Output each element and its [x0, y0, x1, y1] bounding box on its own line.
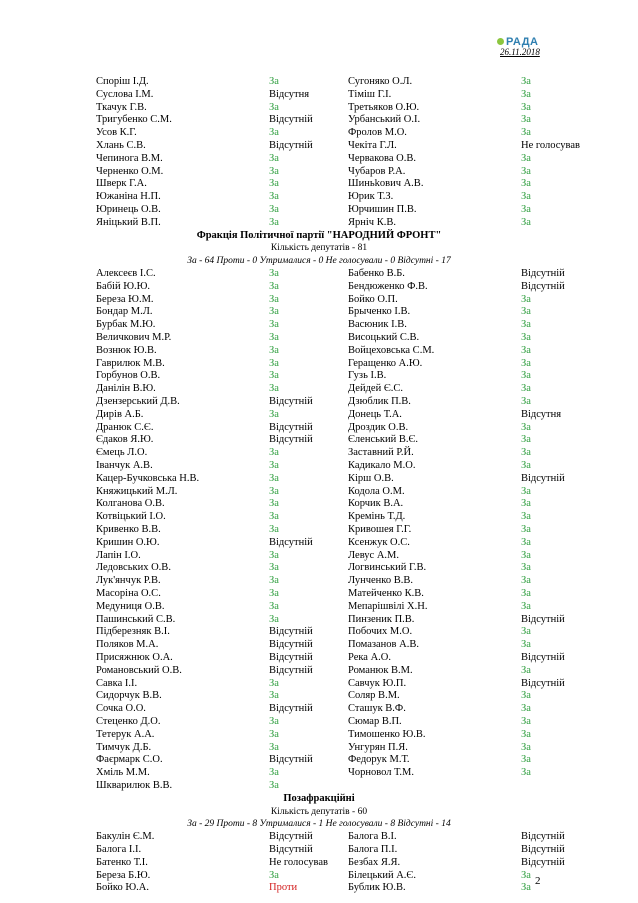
vote-value: За — [269, 383, 279, 395]
deputy-name: Підберезняк В.І. — [96, 626, 170, 638]
vote-value: За — [521, 639, 531, 651]
vote-value: За — [269, 165, 279, 177]
page-number: 2 — [535, 875, 541, 887]
deputy-name: Дзензерський Д.В. — [96, 396, 180, 407]
deputy-name: Чепинога В.М. — [96, 152, 163, 164]
vote-row — [0, 370, 638, 383]
deputy-name: Логвинський Г.В. — [348, 562, 427, 574]
faction-count: Кількість депутатів - 81 — [270, 243, 368, 254]
vote-row — [0, 140, 638, 153]
document-date: 26.11.2018 — [500, 47, 540, 57]
vote-row — [0, 217, 638, 230]
vote-value: За — [521, 664, 531, 676]
vote-value: Відсутній — [521, 268, 565, 279]
vote-value: За — [269, 498, 279, 510]
vote-value: За — [521, 332, 531, 343]
deputy-name: Колганова О.В. — [96, 498, 165, 510]
vote-value: За — [521, 588, 531, 599]
vote-row — [0, 102, 638, 115]
vote-value: За — [269, 191, 279, 203]
deputy-name: Суслова І.М. — [96, 88, 154, 100]
deputy-name: Пинзеник П.В. — [348, 613, 415, 625]
deputy-name: Черненко О.М. — [96, 165, 164, 177]
vote-value: За — [521, 869, 531, 881]
vote-row — [0, 780, 638, 793]
deputy-name: Сидорчук В.В. — [96, 690, 162, 702]
vote-value: За — [269, 76, 279, 87]
vote-value: За — [269, 485, 279, 497]
deputy-name: Котвіцький І.О. — [96, 511, 166, 523]
vote-value: За — [521, 511, 531, 523]
vote-value: За — [269, 575, 279, 587]
deputy-name: Сюмар В.П. — [348, 716, 402, 727]
vote-value: За — [521, 741, 531, 753]
vote-row — [0, 281, 638, 294]
vote-row — [0, 754, 638, 767]
vote-value: За — [269, 767, 279, 779]
vote-row — [0, 550, 638, 563]
deputy-name: Романовський О.В. — [96, 664, 182, 676]
deputy-name: Дейдей Є.С. — [348, 383, 404, 395]
vote-row — [0, 460, 638, 473]
deputy-name: Левус А.М. — [348, 549, 400, 561]
deputy-name: Батенко Т.І. — [96, 856, 148, 868]
deputy-name: Тимошенко Ю.В. — [348, 728, 426, 740]
vote-row — [0, 178, 638, 191]
deputy-name: Єдаков Я.Ю. — [96, 434, 154, 446]
vote-value: За — [521, 485, 531, 497]
deputy-name: Бабій Ю.Ю. — [96, 280, 151, 292]
vote-value: За — [269, 370, 279, 382]
vote-value: За — [269, 216, 279, 228]
deputy-name: Побочих М.О. — [348, 626, 413, 638]
vote-value: За — [521, 370, 531, 382]
deputy-name: Кадикало М.О. — [348, 460, 416, 471]
deputy-name: Бабенко В.Б. — [348, 268, 405, 279]
deputy-name: Масоріна О.С. — [96, 588, 161, 599]
vote-value: За — [521, 690, 531, 702]
deputy-name: Ярніч К.В. — [348, 216, 396, 228]
vote-value: За — [521, 216, 531, 228]
vote-value: За — [269, 460, 279, 471]
vote-value: За — [269, 332, 279, 343]
deputy-name: Ємець Л.О. — [96, 447, 148, 459]
vote-value: За — [521, 165, 531, 177]
deputy-name: Дирів А.Б. — [96, 408, 144, 420]
vote-row — [0, 204, 638, 217]
vote-value: За — [269, 344, 279, 356]
deputy-name: Федорук М.Т. — [348, 754, 410, 766]
vote-value: За — [521, 716, 531, 727]
deputy-name: Геращенко А.Ю. — [348, 357, 423, 369]
vote-value: Відсутній — [521, 831, 565, 843]
vote-value: За — [269, 101, 279, 113]
deputy-name: Сташук В.Ф. — [348, 703, 406, 715]
vote-value: Відсутній — [269, 140, 313, 151]
deputy-name: Донець Т.А. — [348, 408, 402, 420]
vote-value: За — [521, 101, 531, 113]
vote-row — [0, 127, 638, 140]
vote-value: Не голосував — [269, 856, 328, 868]
vote-value: За — [269, 357, 279, 369]
deputy-name: Бублик Ю.В. — [348, 882, 406, 894]
vote-value: Відсутній — [269, 639, 313, 651]
faction-summary: За - 64 Проти - 0 Утрималися - 0 Не голосували - 0 Відсутні - 17 — [187, 256, 451, 267]
deputy-name: Река А.О. — [348, 652, 392, 663]
deputy-name: Шиньkович А.В. — [348, 178, 424, 190]
vote-value: За — [521, 549, 531, 561]
vote-value: За — [521, 562, 531, 574]
vote-row — [0, 409, 638, 422]
deputy-name: Тригубенко С.М. — [96, 114, 172, 126]
vote-value: За — [521, 319, 531, 331]
vote-value: За — [521, 703, 531, 715]
deputy-name: Заставний Р.Й. — [348, 447, 414, 459]
faction-title: Позафракційні — [283, 792, 355, 804]
vote-row — [0, 882, 638, 895]
vote-value: Відсутній — [269, 831, 313, 843]
deputy-name: Кривенко В.В. — [96, 524, 161, 535]
vote-value: Відсутній — [521, 613, 565, 625]
vote-row — [0, 703, 638, 716]
deputy-name: Южаніна Н.П. — [96, 191, 161, 203]
logo-dot-icon — [497, 38, 504, 45]
vote-value: За — [269, 472, 279, 484]
vote-row — [0, 639, 638, 652]
vote-value: За — [521, 114, 531, 126]
vote-row — [0, 76, 638, 89]
vote-row — [0, 831, 638, 844]
deputy-name: Брыченко І.В. — [348, 306, 411, 318]
vote-row — [0, 626, 638, 639]
deputy-name: Вознюк Ю.В. — [96, 344, 157, 356]
deputy-name: Третьяков О.Ю. — [348, 101, 420, 113]
vote-row — [0, 665, 638, 678]
deputy-name: Балога І.І. — [96, 844, 142, 855]
vote-row — [0, 575, 638, 588]
vote-row — [0, 857, 638, 870]
vote-value: За — [269, 741, 279, 753]
vote-row — [0, 537, 638, 550]
deputy-name: Кришин О.Ю. — [96, 536, 160, 548]
vote-value: За — [269, 600, 279, 612]
vote-row — [0, 332, 638, 345]
vote-row — [0, 358, 638, 371]
deputy-name: Бойко Ю.А. — [96, 882, 149, 894]
vote-value: Відсутня — [269, 88, 310, 100]
deputy-name: Чекіта Г.Л. — [348, 140, 397, 151]
vote-row — [0, 268, 638, 281]
deputy-name: Юринець О.В. — [96, 204, 161, 215]
vote-value: За — [269, 293, 279, 305]
deputy-name: Кірш О.В. — [348, 472, 394, 484]
deputy-name: Кацер-Бучковська Н.В. — [96, 472, 200, 484]
faction-summary: За - 29 Проти - 8 Утрималися - 1 Не голосували - 8 Відсутні - 14 — [187, 819, 451, 830]
vote-row — [0, 89, 638, 102]
deputy-name: Стеценко Д.О. — [96, 716, 161, 727]
deputy-name: Білецький А.Є. — [348, 869, 416, 881]
vote-row — [0, 729, 638, 742]
vote-value: За — [269, 319, 279, 331]
deputy-name: Васюник І.В. — [348, 319, 407, 331]
deputy-name: Чорновол Т.М. — [348, 767, 415, 779]
deputy-name: Ксенжук О.С. — [348, 536, 410, 548]
vote-row — [0, 524, 638, 537]
vote-value: Відсутня — [521, 408, 562, 420]
vote-value: За — [269, 690, 279, 702]
vote-value: За — [269, 524, 279, 535]
vote-row — [0, 742, 638, 755]
deputy-name: Сочка О.О. — [96, 703, 146, 715]
vote-row — [0, 870, 638, 883]
vote-value: За — [521, 344, 531, 356]
vote-row — [0, 767, 638, 780]
vote-value: За — [269, 562, 279, 574]
vote-row — [0, 345, 638, 358]
deputy-name: Береза Ю.М. — [96, 293, 154, 305]
vote-row — [0, 396, 638, 409]
vote-value: За — [269, 869, 279, 881]
deputy-name: Бондар М.Л. — [96, 306, 153, 318]
deputy-name: Кремінь Т.Д. — [348, 511, 406, 523]
deputy-name: Данілін В.Ю. — [96, 383, 156, 395]
vote-value: За — [521, 191, 531, 203]
vote-row — [0, 166, 638, 179]
vote-row — [0, 434, 638, 447]
deputy-name: Яніцький В.П. — [96, 216, 161, 228]
vote-value: За — [269, 613, 279, 625]
vote-row — [0, 383, 638, 396]
vote-value: За — [269, 268, 279, 279]
deputy-name: Балога П.І. — [348, 844, 398, 855]
vote-value: За — [521, 204, 531, 215]
deputy-name: Поляков М.А. — [96, 639, 159, 651]
vote-value: За — [521, 178, 531, 190]
vote-value: За — [521, 882, 531, 894]
vote-row — [0, 652, 638, 665]
deputy-name: Урбанський О.І. — [348, 114, 421, 126]
vote-value: За — [521, 626, 531, 638]
deputy-name: Іванчук А.В. — [96, 460, 153, 471]
deputy-name: Висоцький С.В. — [348, 332, 420, 343]
vote-value: Відсутній — [521, 472, 565, 484]
deputy-name: Горбунов О.В. — [96, 370, 161, 382]
deputy-name: Соляр В.М. — [348, 690, 400, 702]
vote-value: За — [521, 536, 531, 548]
deputy-name: Ледовських О.В. — [96, 562, 171, 574]
faction-title: Фракція Політичної партії "НАРОДНИЙ ФРОНТ" — [196, 229, 442, 241]
vote-value: Відсутній — [269, 844, 313, 855]
deputy-name: Помазанов А.В. — [348, 639, 419, 651]
deputy-name: Шкварилюк В.В. — [96, 780, 173, 791]
vote-value: За — [269, 127, 279, 139]
deputy-name: Дзюблик П.В. — [348, 396, 411, 407]
vote-value: За — [521, 76, 531, 87]
deputy-name: Войцеховська С.М. — [348, 344, 435, 356]
deputy-name: Унгурян П.Я. — [348, 741, 408, 753]
vote-row — [0, 191, 638, 204]
deputy-name: Червакова О.В. — [348, 152, 416, 164]
deputy-name: Бойко О.П. — [348, 293, 398, 305]
deputy-name: Хлань С.В. — [96, 140, 146, 151]
vote-value: За — [521, 575, 531, 587]
deputy-name: Береза Б.Ю. — [96, 869, 151, 881]
vote-row — [0, 447, 638, 460]
logo-text: РАДА — [506, 36, 539, 48]
vote-value: Відсутній — [269, 421, 313, 433]
vote-value: За — [269, 780, 279, 791]
vote-value: За — [269, 588, 279, 599]
vote-value: Відсутній — [269, 536, 313, 548]
deputy-name: Мепарішвілі Х.Н. — [348, 600, 428, 612]
vote-row — [0, 562, 638, 575]
vote-value: За — [521, 434, 531, 446]
deputy-name: Юрик Т.З. — [348, 191, 394, 203]
vote-value: Не голосував — [521, 140, 580, 151]
vote-value: Проти — [269, 882, 298, 894]
vote-row — [0, 716, 638, 729]
deputy-name: Присяжнюк О.А. — [96, 652, 173, 663]
vote-value: За — [521, 421, 531, 433]
deputy-name: Гаврилюк М.В. — [96, 357, 165, 369]
vote-value: Відсутній — [521, 856, 565, 868]
vote-value: Відсутній — [269, 114, 313, 126]
deputy-name: Савчук Ю.П. — [348, 677, 407, 689]
deputy-name: Корчик В.А. — [348, 498, 404, 510]
vote-value: За — [521, 600, 531, 612]
deputy-name: Алексеєв І.С. — [96, 268, 156, 279]
deputy-name: Шверк Г.А. — [96, 178, 147, 190]
vote-value: За — [521, 524, 531, 535]
vote-value: Відсутній — [269, 396, 313, 407]
vote-row — [0, 294, 638, 307]
vote-value: За — [521, 383, 531, 395]
deputy-name: Тимчук Д.Б. — [96, 741, 152, 753]
vote-value: За — [521, 396, 531, 407]
vote-value: За — [269, 204, 279, 215]
vote-row — [0, 601, 638, 614]
deputy-name: Бакулін Є.М. — [96, 831, 155, 843]
vote-row — [0, 511, 638, 524]
deputy-name: Єленський В.Є. — [348, 434, 419, 446]
vote-value: Відсутній — [269, 754, 313, 766]
deputy-name: Тіміш Г.І. — [348, 88, 392, 100]
vote-value: Відсутній — [269, 434, 313, 446]
vote-value: За — [269, 716, 279, 727]
vote-value: Відсутній — [521, 652, 565, 663]
vote-value: Відсутній — [521, 280, 565, 292]
vote-value: Відсутній — [269, 652, 313, 663]
deputy-name: Величкович М.Р. — [96, 332, 172, 343]
deputy-name: Лук'янчук Р.В. — [96, 575, 161, 587]
deputy-name: Юрчишин П.В. — [348, 204, 417, 215]
vote-value: За — [269, 152, 279, 164]
vote-value: Відсутній — [269, 626, 313, 638]
deputy-name: Пашинський С.В. — [96, 613, 176, 625]
deputy-name: Безбах Я.Я. — [348, 856, 401, 868]
vote-row — [0, 678, 638, 691]
deputy-name: Лапін І.О. — [96, 549, 141, 561]
deputy-name: Кривошея Г.Г. — [348, 524, 412, 535]
deputy-name: Тетерук А.А. — [96, 728, 155, 740]
vote-value: За — [521, 152, 531, 164]
vote-value: Відсутній — [269, 703, 313, 715]
deputy-name: Дроздик О.В. — [348, 421, 409, 433]
vote-value: За — [269, 306, 279, 318]
vote-value: За — [269, 178, 279, 190]
vote-value: За — [521, 728, 531, 740]
deputy-name: Лунченко В.В. — [348, 575, 413, 587]
vote-value: За — [521, 447, 531, 459]
deputy-name: Балога В.І. — [348, 831, 397, 843]
deputy-name: Романюк В.М. — [348, 664, 413, 676]
vote-row — [0, 319, 638, 332]
vote-row — [0, 306, 638, 319]
deputy-name: Медуниця О.В. — [96, 600, 165, 612]
deputy-name: Хміль М.М. — [96, 767, 150, 779]
deputy-name: Княжицький М.Л. — [96, 485, 178, 497]
vote-value: За — [521, 754, 531, 766]
vote-value: За — [521, 127, 531, 139]
vote-value: За — [269, 280, 279, 292]
vote-row — [0, 498, 638, 511]
deputy-name: Кодола О.М. — [348, 485, 405, 497]
vote-row — [0, 486, 638, 499]
deputy-name: Чубаров Р.А. — [348, 165, 406, 177]
deputy-name: Фаєрмарк С.О. — [96, 754, 163, 766]
vote-value: За — [269, 549, 279, 561]
deputy-name: Споріш І.Д. — [96, 76, 149, 87]
vote-row — [0, 690, 638, 703]
vote-row — [0, 473, 638, 486]
deputy-name: Савка І.І. — [96, 677, 138, 689]
vote-row — [0, 588, 638, 601]
deputy-name: Бендюженко Ф.В. — [348, 280, 428, 292]
faction-count: Кількість депутатів - 60 — [270, 806, 368, 817]
vote-value: За — [269, 677, 279, 689]
vote-value: За — [269, 447, 279, 459]
vote-value: За — [269, 728, 279, 740]
vote-value: Відсутній — [521, 844, 565, 855]
vote-row — [0, 114, 638, 127]
deputy-name: Бурбак М.Ю. — [96, 319, 156, 331]
deputy-name: Усов К.Г. — [96, 127, 137, 139]
vote-row — [0, 422, 638, 435]
vote-value: За — [269, 511, 279, 523]
vote-row — [0, 153, 638, 166]
deputy-name: Ткачук Г.В. — [96, 101, 147, 113]
vote-value: За — [269, 408, 279, 420]
deputy-name: Матейченко К.В. — [348, 588, 424, 599]
vote-row — [0, 614, 638, 627]
deputy-name: Дранюк С.Є. — [96, 421, 154, 433]
vote-row — [0, 844, 638, 857]
deputy-name: Сугоняко О.Л. — [348, 76, 413, 87]
vote-value: За — [521, 293, 531, 305]
vote-value: За — [521, 357, 531, 369]
vote-value: За — [521, 498, 531, 510]
vote-value: За — [521, 88, 531, 100]
vote-value: За — [521, 767, 531, 779]
vote-value: За — [521, 306, 531, 318]
vote-value: Відсутній — [269, 664, 313, 676]
vote-value: Відсутній — [521, 677, 565, 689]
deputy-name: Гузь І.В. — [348, 370, 387, 382]
deputy-name: Фролов М.О. — [348, 127, 407, 139]
vote-value: За — [521, 460, 531, 471]
